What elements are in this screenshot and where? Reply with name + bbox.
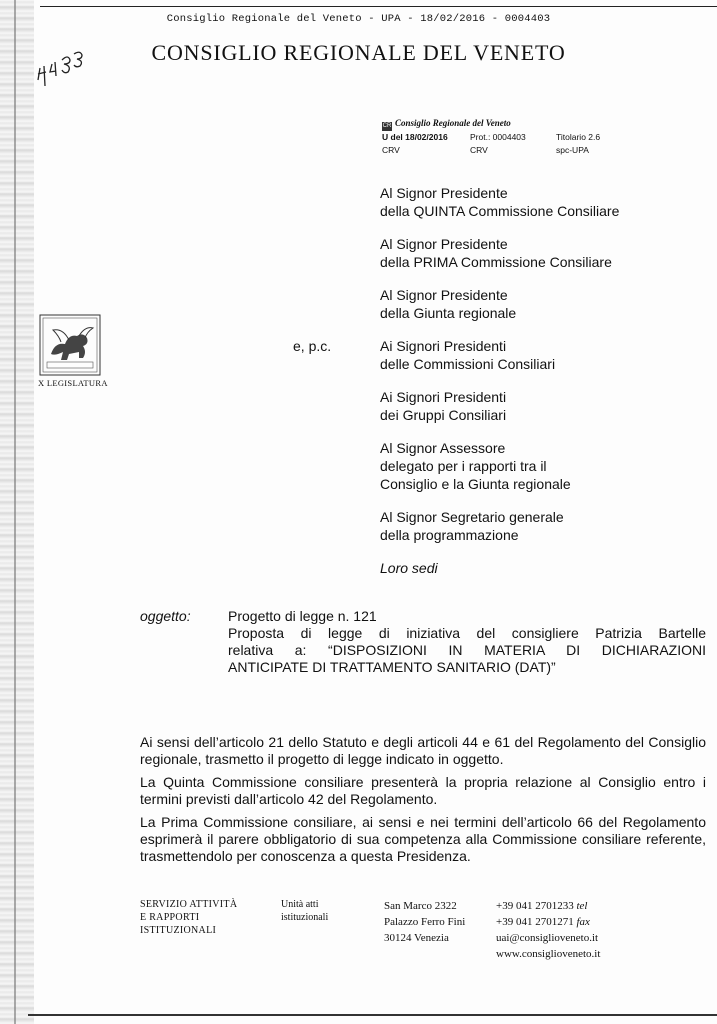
recipient-line: Al Signor Presidente (380, 287, 508, 303)
footer-address-line: 30124 Venezia (384, 932, 449, 944)
footer-unit (281, 898, 328, 924)
footer-service-line: E RAPPORTI (140, 912, 200, 923)
footer-tel-label: tel (576, 900, 588, 912)
recipient-line: Al Signor Presidente (380, 236, 508, 252)
body-paragraph: Ai sensi dell’articolo 21 dello Statuto e degli articoli 44 e 61 del Regolamento del Consiglio regionale, trasmetto il progetto di legge indicato in oggetto. (140, 734, 706, 767)
oggetto-line: ANTICIPATE DI TRATTAMENTO SANITARIO (DAT)” (228, 659, 556, 675)
protocol-titolario: Titolario 2.6 (556, 132, 601, 142)
recipient-line: Al Signor Assessore (380, 440, 506, 456)
top-rule (40, 6, 717, 7)
footer-contacts (496, 898, 600, 962)
protocol-box (382, 117, 602, 157)
footer-service (140, 898, 237, 937)
recipient-item (380, 235, 700, 271)
recipient-item (380, 337, 700, 373)
footer-address-line: Palazzo Ferro Fini (384, 916, 466, 928)
footer-service-line: ISTITUZIONALI (140, 925, 217, 936)
page-title: CONSIGLIO REGIONALE DEL VENETO (151, 40, 566, 65)
oggetto-line: Proposta di legge di iniziativa del consigliere Patrizia Bartelle (228, 625, 706, 641)
crv-logo-icon: CR (382, 123, 392, 129)
recipient-line: della PRIMA Commissione Consiliare (380, 254, 612, 270)
recipients-block (380, 184, 700, 577)
recipient-line: dei Gruppi Consiliari (380, 407, 507, 423)
protocol-date: U del 18/02/2016 (382, 132, 448, 142)
footer-email: uai@consiglioveneto.it (496, 932, 599, 944)
recipient-line: della QUINTA Commissione Consiliare (380, 203, 620, 219)
recipient-line: delegato per i rapporti tra il (380, 458, 547, 474)
oggetto-label: oggetto: (140, 608, 191, 624)
protocol-org: Consiglio Regionale del Veneto (395, 118, 511, 128)
footer-address (384, 898, 465, 946)
epc-label: e, p.c. (293, 338, 332, 354)
recipient-item (380, 508, 700, 544)
lion-emblem-icon (39, 314, 101, 376)
footer-unit-line: istituzionali (281, 912, 329, 923)
recipient-item (380, 388, 700, 424)
body-paragraph: La Quinta Commissione consiliare presenterà la propria relazione al Consiglio entro i termini previsti dall’articolo 42 del Regolamento. (140, 774, 706, 807)
recipient-line: Al Signor Presidente (380, 185, 508, 201)
recipient-line: Consiglio e la Giunta regionale (380, 476, 571, 492)
protocol-crv-1: CRV (382, 145, 400, 155)
recipient-line: Ai Signori Presidenti (380, 338, 507, 354)
scan-margin-line (14, 0, 16, 1024)
footer-web: www.consiglioveneto.it (496, 948, 601, 960)
recipient-item (380, 286, 700, 322)
recipient-line: Ai Signori Presidenti (380, 389, 507, 405)
footer-fax: +39 041 2701271 (496, 916, 574, 928)
recipient-line: della programmazione (380, 527, 519, 543)
oggetto-body (228, 608, 706, 676)
footer-service-line: SERVIZIO ATTIVITÀ (140, 899, 238, 910)
protocol-spc: spc-UPA (556, 145, 589, 155)
recipient-line: della Giunta regionale (380, 305, 517, 321)
oggetto-line: relativa a: “DISPOSIZIONI IN MATERIA DI DICHIARAZIONI (228, 642, 706, 658)
recipient-item (380, 184, 700, 220)
recipient-item (380, 439, 700, 493)
protocol-crv-2: CRV (470, 145, 488, 155)
recipient-line: Al Signor Segretario generale (380, 509, 564, 525)
footer-fax-label: fax (576, 916, 590, 928)
loro-sedi: Loro sedi (380, 560, 438, 576)
protocol-number: Prot.: 0004403 (470, 132, 526, 142)
footer-tel: +39 041 2701233 (496, 900, 574, 912)
protocol-stamp-line: Consiglio Regionale del Veneto - UPA - 18/02/2016 - 0004403 (166, 13, 551, 25)
footer-address-line: San Marco 2322 (384, 900, 457, 912)
recipient-line: delle Commissioni Consiliari (380, 356, 556, 372)
legislatura-label: X LEGISLATURA (38, 378, 108, 388)
body-paragraph: La Prima Commissione consiliare, ai sensi e nei termini dell’articolo 66 del Regolamento esprimerà il parere obbligatorio di sua competenza alla Commissione consiliare referente, trasmettendolo per conoscenza a questa Presidenza. (140, 814, 706, 864)
oggetto-line: Progetto di legge n. 121 (228, 608, 377, 624)
scan-margin-artifact (0, 0, 34, 1024)
footer-unit-line: Unità atti (281, 899, 319, 910)
letter-body (140, 734, 706, 871)
bottom-rule (28, 1014, 717, 1016)
